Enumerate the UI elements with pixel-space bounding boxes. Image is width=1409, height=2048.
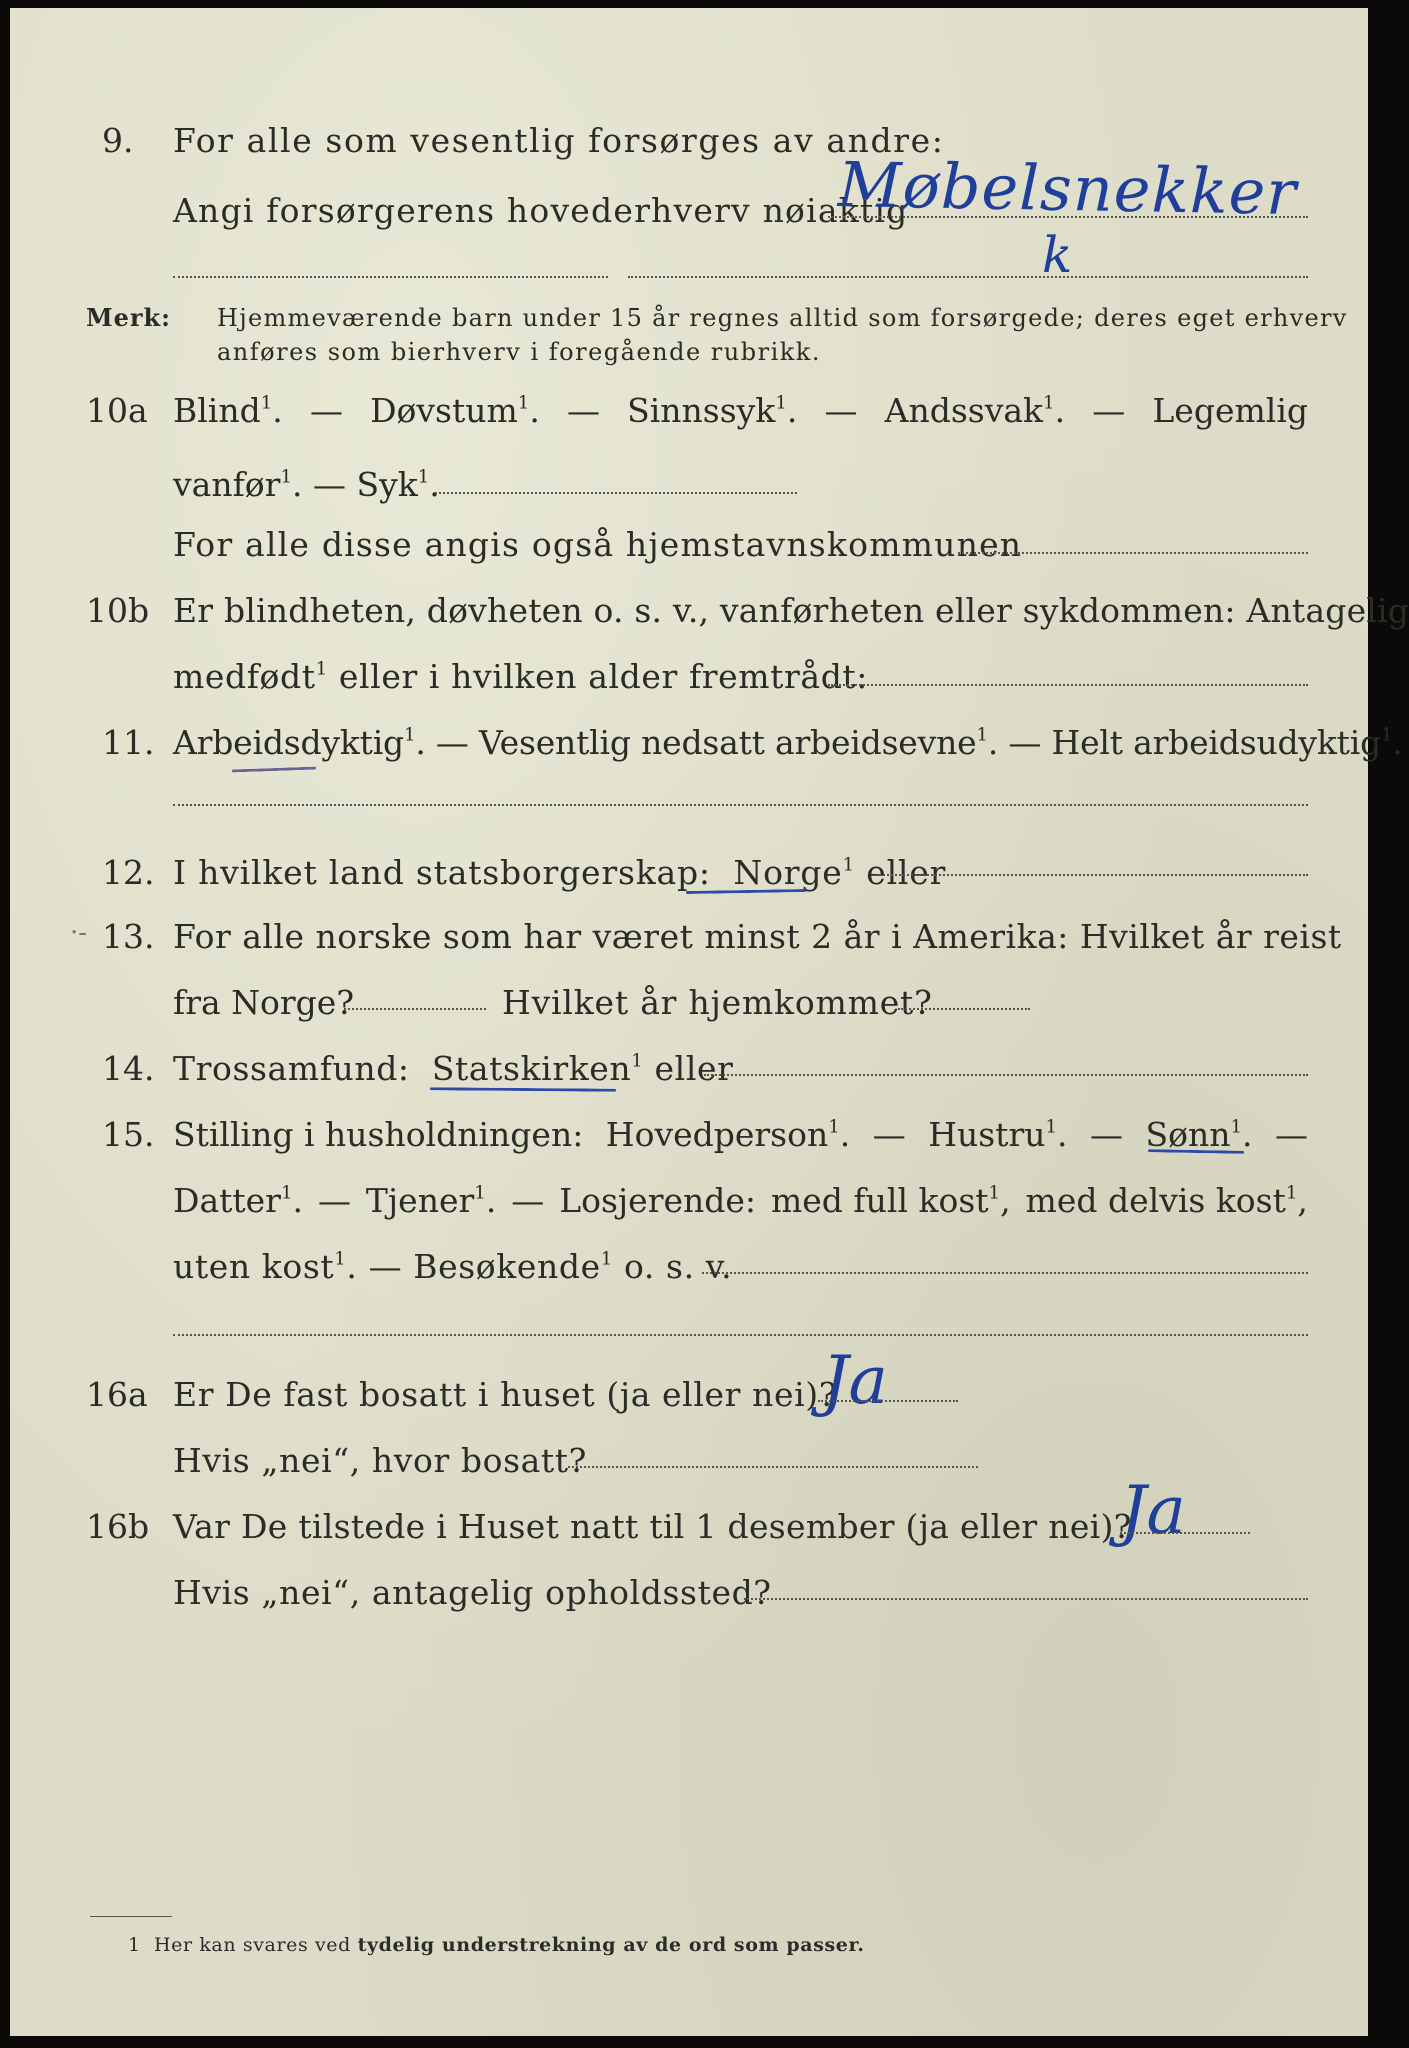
q16b-line1: Var De tilstede i Huset natt til 1 desember (ja eller nei)? <box>173 1507 1132 1546</box>
q13-reist-line <box>344 1008 486 1010</box>
q10a-line2: vanfør$^1$. — Syk$^1$. <box>173 465 440 504</box>
q10a-dash-2: — <box>566 391 600 430</box>
q9-answer-line2a <box>173 276 608 278</box>
q15-sonn: Sønn$^1$. <box>1145 1115 1253 1154</box>
q16b-answer-line <box>1120 1532 1250 1534</box>
q16b-opholdssted-line <box>744 1598 1308 1600</box>
q12-line: I hvilket land statsborgerskap: Norge$^1$ eller <box>173 853 947 892</box>
q16a-bosatt-line <box>568 1466 978 1468</box>
q10a-dovstum: Døvstum$^1$. <box>370 391 540 430</box>
q15-dash-3: — <box>1274 1115 1308 1154</box>
q10a-line1 <box>173 391 1308 430</box>
q9-handwritten-occupation: Møbelsnekker <box>837 148 1298 229</box>
margin-mark: ·- <box>70 918 88 948</box>
q15-tjener: Tjener$^1$. <box>365 1181 497 1220</box>
q15-hustru: Hustru$^1$. <box>928 1115 1068 1154</box>
q15-answer-line1 <box>702 1272 1308 1274</box>
q16a-line2: Hvis „nei“, hvor bosatt? <box>173 1441 587 1480</box>
census-form-page <box>10 8 1409 2036</box>
footnote-rule <box>90 1916 172 1917</box>
q16a-line1: Er De fast bosatt i huset (ja eller nei)? <box>173 1375 837 1414</box>
q15-hovedperson: Hovedperson$^1$. <box>605 1115 851 1154</box>
q9-handwritten-continuation: k <box>1042 226 1073 284</box>
q10a-number: 10a <box>86 391 148 430</box>
q15-full-kost: med full kost$^1$, <box>770 1181 1011 1220</box>
q13-line2a: fra Norge? <box>173 983 355 1022</box>
q10a-line3: For alle disse angis også hjemstavnskommunen <box>173 525 1023 564</box>
q10b-line2: medfødt$^1$ eller i hvilken alder fremtrådt: <box>173 657 868 696</box>
q13-line2b: Hvilket år hjemkommet? <box>502 983 933 1022</box>
q16b-line2: Hvis „nei“, antagelig opholdssted? <box>173 1573 772 1612</box>
q12-number: 12. <box>102 853 155 892</box>
footnote-mark: 1 <box>128 1934 141 1956</box>
q10a-sinnssyk: Sinnssyk$^1$. <box>627 391 798 430</box>
q16b-handwritten-answer: Ja <box>1120 1472 1186 1549</box>
q15-line3: uten kost$^1$. — Besøkende$^1$ o. s. v. <box>173 1247 733 1286</box>
q10a-dash-3: — <box>824 391 858 430</box>
q15-line2 <box>173 1181 1308 1220</box>
footnote: 1 Her kan svares ved tydelig understrekning av de ord som passer. <box>128 1934 865 1956</box>
q10b-line1: Er blindheten, døvheten o. s. v., vanførheten eller sykdommen: Antagelig <box>173 591 1409 630</box>
q14-answer-line <box>704 1074 1308 1076</box>
q13-hjemkommet-line <box>898 1008 1030 1010</box>
q15-dash-2: — <box>1090 1115 1123 1154</box>
q11-underline-mark <box>232 767 316 773</box>
q15-label: Stilling i husholdningen: <box>173 1115 584 1154</box>
merk-line1: Hjemmeværende barn under 15 år regnes alltid som forsørgede; deres eget erhverv <box>217 304 1348 332</box>
q15-line1 <box>173 1115 1308 1154</box>
q10b-answer-line <box>828 684 1308 686</box>
q15-answer-line2 <box>173 1334 1308 1336</box>
q10a-blind: Blind$^1$. <box>173 391 283 430</box>
q10a-hjemstavn-line <box>958 552 1308 554</box>
q15-datter: Datter$^1$. <box>173 1181 304 1220</box>
q10b-number: 10b <box>86 591 150 630</box>
q15-delvis-kost: med delvis kost$^1$, <box>1025 1181 1308 1220</box>
q9-answer-line2b <box>628 276 1308 278</box>
q10a-andssvak: Andssvak$^1$. <box>884 391 1066 430</box>
q15-number: 15. <box>102 1115 155 1154</box>
q9-line2: Angi forsørgerens hovederhverv nøiaktig <box>173 191 909 230</box>
q16a-handwritten-answer: Ja <box>822 1342 888 1419</box>
q13-line1: For alle norske som har været minst 2 år i Amerika: Hvilket år reist <box>173 917 1342 956</box>
q15-dash-1: — <box>872 1115 906 1154</box>
q16b-number: 16b <box>86 1507 150 1546</box>
q14-number: 14. <box>102 1049 155 1088</box>
q14-underline-statskirken <box>430 1087 616 1092</box>
q13-number: 13. <box>102 917 155 956</box>
q14-line: Trossamfund: Statskirken$^1$ eller <box>173 1049 734 1088</box>
q16a-answer-line <box>818 1400 958 1402</box>
q12-answer-line <box>876 874 1308 876</box>
q15-dash-4: — <box>317 1181 351 1220</box>
q11-answer-line <box>173 804 1308 806</box>
merk-label: Merk: <box>86 303 171 332</box>
q11-number: 11. <box>102 723 155 762</box>
q10a-dash-4: — <box>1092 391 1126 430</box>
merk-line2: anføres som bierhverv i foregående rubrikk. <box>217 338 821 366</box>
q11-line: Arbeidsdyktig$^1$. — Vesentlig nedsatt arbeidsevne$^1$. — Helt arbeidsudyktig$^1$. <box>173 723 1403 762</box>
q10a-legemlig: Legemlig <box>1152 391 1308 430</box>
q10a-syk-line <box>435 492 797 494</box>
q16a-number: 16a <box>86 1375 148 1414</box>
q9-line1: For alle som vesentlig forsørges av andre: <box>173 121 945 160</box>
q15-losjerende: Losjerende: <box>559 1181 757 1220</box>
q10a-dash-1: — <box>309 391 343 430</box>
q9-number: 9. <box>102 121 134 160</box>
q15-dash-5: — <box>511 1181 545 1220</box>
